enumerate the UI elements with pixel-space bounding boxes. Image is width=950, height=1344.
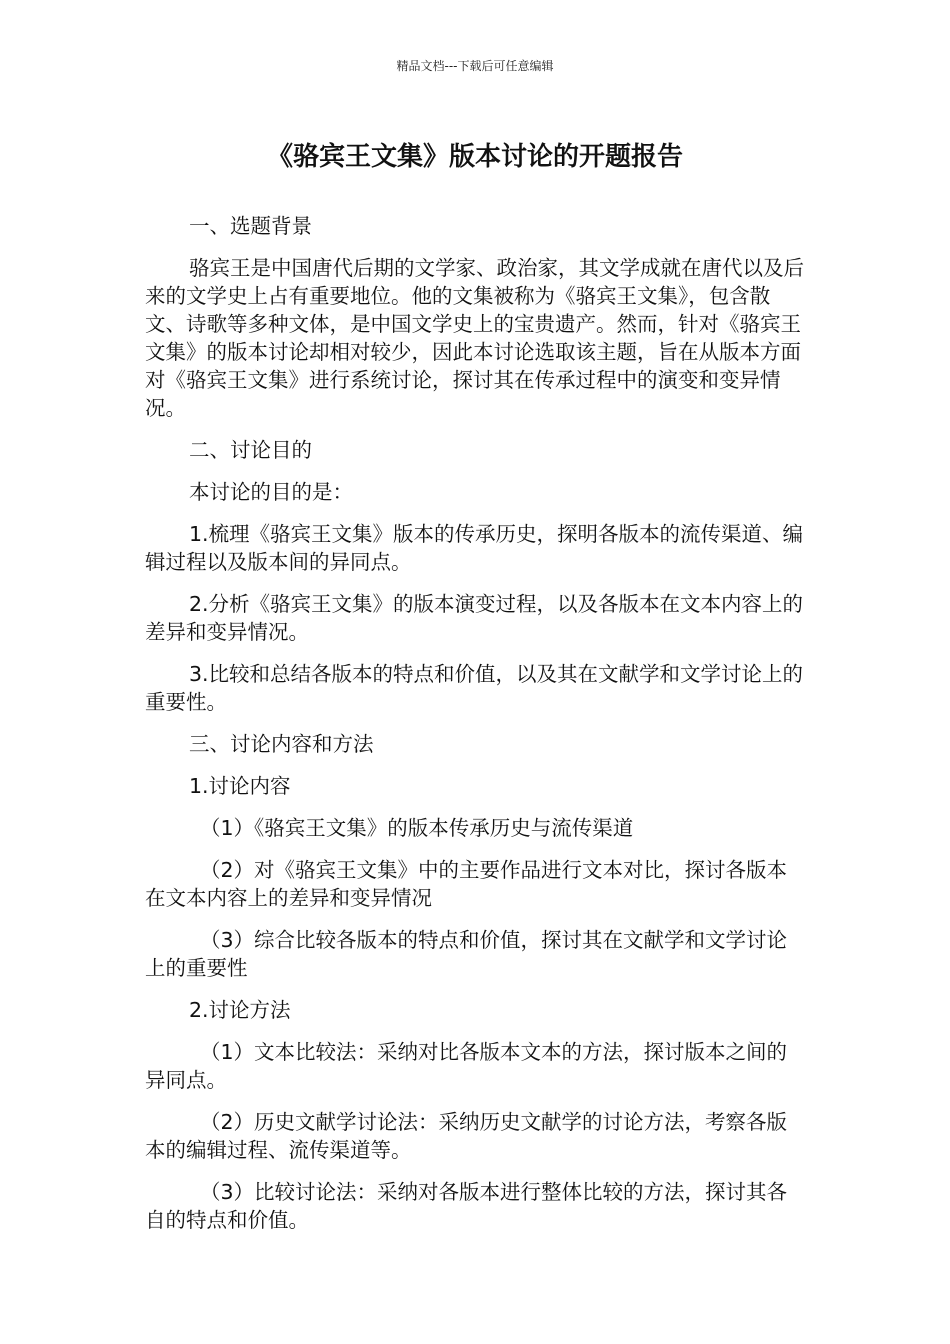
subheading-content: 1.讨论内容 (189, 774, 291, 798)
method-item-3: （3）比较讨论法：采纳对各版本进行整体比较的方法，探讨其各自的特点和价值。 (145, 1180, 788, 1232)
paragraph-purpose-intro: 本讨论的目的是： (189, 480, 353, 504)
page-header: 精品文档---下载后可任意编辑 (396, 59, 554, 73)
content-item-2: （2）对《骆宾王文集》中的主要作品进行文本对比，探讨各版本在文本内容上的差异和变异情况 (145, 858, 788, 910)
content-item-1: （1）《骆宾王文集》的版本传承历史与流传渠道 (200, 816, 634, 840)
document-body (145, 212, 807, 1248)
section-heading-background: 一、选题背景 (189, 214, 312, 238)
subheading-methods: 2.讨论方法 (189, 998, 291, 1022)
purpose-item-2: 2.分析《骆宾王文集》的版本演变过程，以及各版本在文本内容上的差异和变异情况。 (145, 592, 804, 644)
method-item-1: （1）文本比较法：采纳对比各版本文本的方法，探讨版本之间的异同点。 (145, 1040, 788, 1092)
section-heading-content-methods: 三、讨论内容和方法 (189, 732, 374, 756)
document-title: 《骆宾王文集》版本讨论的开题报告 (266, 142, 683, 172)
section-heading-purpose: 二、讨论目的 (189, 438, 312, 462)
purpose-item-1: 1.梳理《骆宾王文集》版本的传承历史，探明各版本的流传渠道、编辑过程以及版本间的异同点。 (145, 522, 804, 574)
paragraph-background: 骆宾王是中国唐代后期的文学家、政治家，其文学成就在唐代以及后来的文学史上占有重要地位。他的文集被称为《骆宾王文集》，包含散文、诗歌等多种文体，是中国文学史上的宝贵遗产。然而，针对《骆宾王文集》的版本讨论却相对较少，因此本讨论选取该主题，旨在从版本方面对《骆宾王文集》进行系统讨论，探讨其在传承过程中的演变和变异情况。 (145, 256, 804, 420)
purpose-item-3: 3.比较和总结各版本的特点和价值，以及其在文献学和文学讨论上的重要性。 (145, 662, 804, 714)
content-item-3: （3）综合比较各版本的特点和价值，探讨其在文献学和文学讨论上的重要性 (145, 928, 788, 980)
method-item-2: （2）历史文献学讨论法：采纳历史文献学的讨论方法，考察各版本的编辑过程、流传渠道等。 (145, 1110, 788, 1162)
